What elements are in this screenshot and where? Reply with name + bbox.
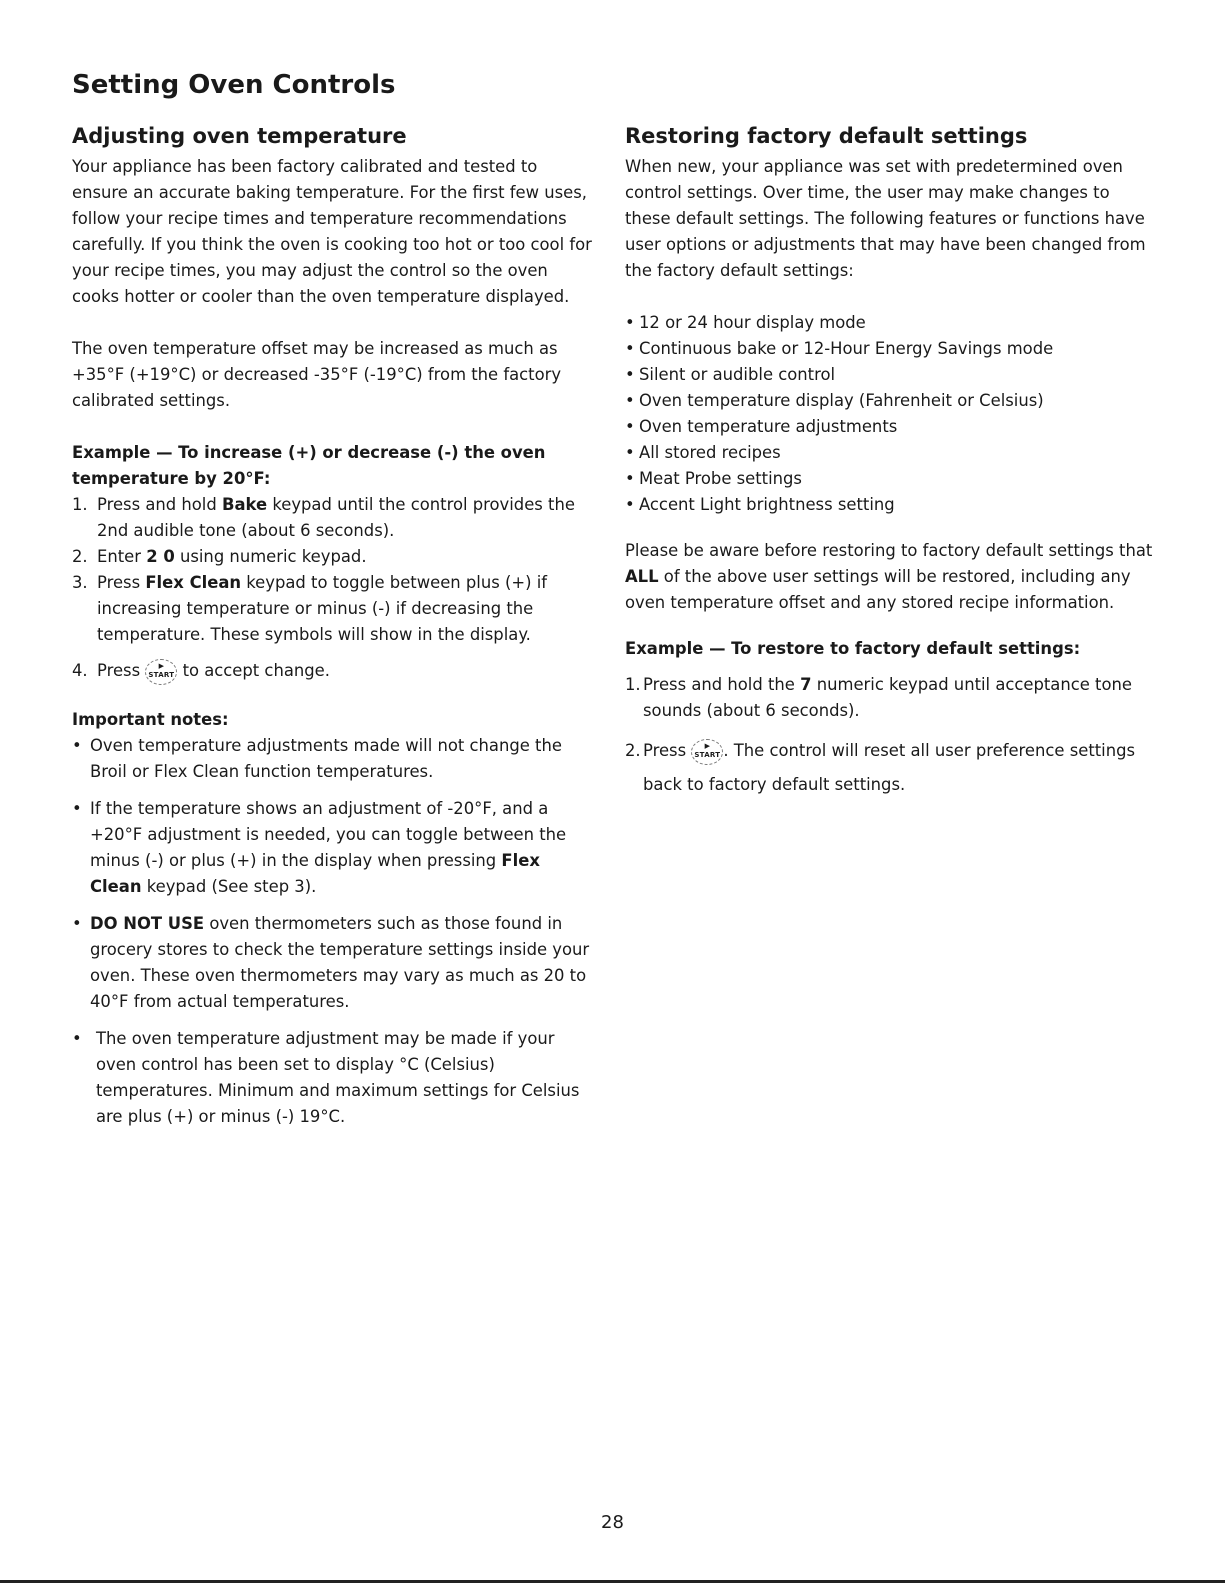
- step-item: 1. Press and hold the 7 numeric keypad until acceptance tone sounds (about 6 seconds).: [625, 675, 1132, 720]
- restore-warning: Please be aware before restoring to factory default settings that ALL of the above user settings will be restored, including any oven temperature offset and any stored recipe information.: [625, 541, 1153, 612]
- step-item: 4. Press ▶ START to accept change.: [72, 658, 592, 685]
- note-item: • DO NOT USE oven thermometers such as those found in grocery stores to check the temperature settings inside your oven. These oven thermometers may vary as much as 20 to 40°F from actual temperatures.: [72, 913, 590, 1011]
- features-list: [625, 310, 1155, 518]
- start-key-icon: ▶ START: [691, 739, 723, 765]
- step-item: 2. Enter 2 0 using numeric keypad.: [72, 547, 367, 566]
- note-item: • The oven temperature adjustment may be made if your oven control has been set to display °C (Celsius) temperatures. Minimum and maximum settings for Celsius are plus (+) or minus (-) 19°C.: [72, 1028, 580, 1126]
- notes-title: Important notes:: [72, 709, 229, 729]
- feature-item: • Meat Probe settings: [625, 469, 802, 488]
- restore-example-title: Example — To restore to factory default settings:: [625, 639, 1081, 658]
- right-column: [625, 124, 1155, 802]
- restore-steps: [625, 672, 1155, 802]
- feature-item: • Oven temperature display (Fahrenheit or Celsius): [625, 391, 1044, 410]
- restoring-intro: When new, your appliance was set with predetermined oven control settings. Over time, the user may make changes to these default settings. The following features or functions have user options or adjustments that may have been changed from the factory default settings:: [625, 157, 1146, 280]
- feature-item: • Accent Light brightness setting: [625, 495, 895, 514]
- offset-paragraph: The oven temperature offset may be increased as much as +35°F (+19°C) or decreased -35°F (-19°C) from the factory calibrated settings.: [72, 339, 562, 410]
- page-title: Setting Oven Controls: [72, 70, 396, 100]
- restoring-heading: Restoring factory default settings: [625, 124, 1028, 148]
- feature-item: • Continuous bake or 12-Hour Energy Savings mode: [625, 339, 1054, 358]
- bottom-rule: [0, 1580, 1225, 1583]
- example-title: Example — To increase (+) or decrease (-) the oven temperature by 20°F:: [72, 443, 546, 488]
- feature-item: • 12 or 24 hour display mode: [625, 313, 866, 332]
- feature-item: • Oven temperature adjustments: [625, 417, 898, 436]
- step-item: 2. Press ▶ START . The control will reset all user preference settings back to factory default settings.: [625, 734, 1155, 802]
- step-item: 3. Press Flex Clean keypad to toggle between plus (+) if increasing temperature or minus (-) if decreasing the temperature. These symbols will show in the display.: [72, 573, 548, 644]
- notes-list: [72, 733, 592, 1130]
- start-key-icon: ▶ START: [145, 659, 177, 685]
- step-item: 1. Press and hold Bake keypad until the control provides the 2nd audible tone (about 6 seconds).: [72, 495, 575, 540]
- left-column: [72, 124, 592, 1141]
- feature-item: • All stored recipes: [625, 443, 781, 462]
- note-item: • If the temperature shows an adjustment of -20°F, and a +20°F adjustment is needed, you can toggle between the minus (-) or plus (+) in the display when pressing Flex Clean keypad (See step 3).: [72, 798, 567, 896]
- adjusting-heading: Adjusting oven temperature: [72, 124, 407, 148]
- adjust-steps: [72, 492, 592, 685]
- page-number: 28: [601, 1512, 624, 1533]
- adjusting-intro: Your appliance has been factory calibrated and tested to ensure an accurate baking temperature. For the first few uses, follow your recipe times and temperature recommendations carefully. If you think the oven is cooking too hot or too cool for your recipe times, you may adjust the control so the oven cooks hotter or cooler than the oven temperature displayed.: [72, 157, 592, 306]
- note-item: • Oven temperature adjustments made will not change the Broil or Flex Clean function temperatures.: [72, 735, 562, 781]
- feature-item: • Silent or audible control: [625, 365, 836, 384]
